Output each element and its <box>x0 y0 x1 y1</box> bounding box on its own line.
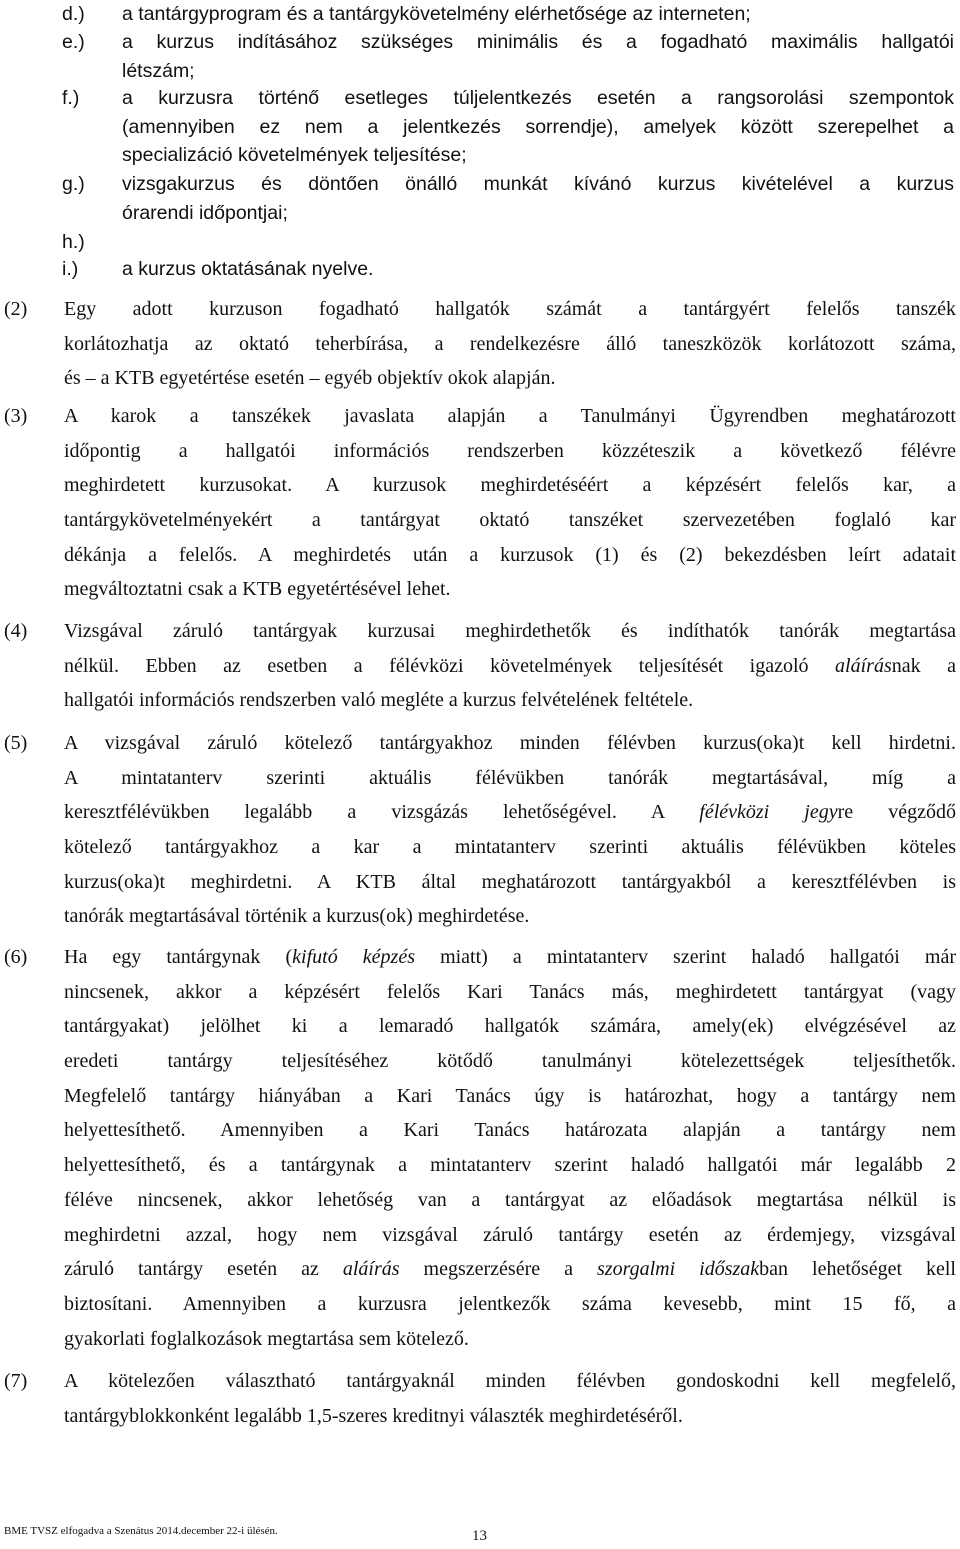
paragraph-line: dékánja a felelős. A meghirdetés után a kurzusok (1) és (2) bekezdésben leírt adatait <box>64 543 956 566</box>
paragraph-line: kurzus(oka)t meghirdetni. A KTB által meghatározott tantárgyakból a keresztfélévben is <box>64 870 956 893</box>
list-label: h.) <box>62 231 85 253</box>
italic-term: aláírás <box>835 654 892 677</box>
paragraph-line <box>64 1252 956 1287</box>
paragraph-line: Megfelelő tantárgy hiányában a Kari Tanács úgy is határozhat, hogy a tantárgy nem <box>64 1084 956 1107</box>
list-text: a tantárgyprogram és a tantárgykövetelmény elérhetősége az interneten; <box>122 3 751 25</box>
list-text: órarendi időpontjai; <box>122 201 288 224</box>
paragraph-line: Vizsgával záruló tantárgyak kurzusai meghirdethetők és indíthatók tanórák megtartása <box>64 620 956 642</box>
paragraph-line: féléve nincsenek, akkor lehetőség van a tantárgyat az előadások megtartása nélkül is <box>64 1188 956 1211</box>
paragraph-line: gyakorlati foglalkozások megtartása sem kötelező. <box>64 1327 469 1350</box>
paragraph-line: megváltoztatni csak a KTB egyetértésével lehet. <box>64 578 451 601</box>
paragraph-line: helyettesíthető, és a tantárgynak a mintatanterv szerint haladó hallgatói már legalább 2 <box>64 1154 956 1177</box>
paragraph-line: kötelező tantárgyakhoz a kar a mintatanterv szerinti aktuális félévükben köteles <box>64 836 956 859</box>
list-label: g.) <box>62 173 85 195</box>
list-text: vizsgakurzus és döntően önálló munkát kívánó kurzus kivételével a kurzus <box>122 173 954 195</box>
paragraph-line: időpontig a hallgatói információs rendszerben közzéteszik a következő félévre <box>64 439 956 462</box>
paragraph-line: korlátozhatja az oktató teherbírása, a rendelkezésre álló taneszközök korlátozott száma, <box>64 332 956 355</box>
list-text: (amennyiben ez nem a jelentkezés sorrendje), amelyek között szerepelhet a <box>122 115 954 138</box>
paragraph-line: nincsenek, akkor a képzésért felelős Kari Tanács más, meghirdetett tantárgyat (vagy <box>64 980 956 1003</box>
list-label: e.) <box>62 31 85 53</box>
paragraph-line: A kötelezően választható tantárgyaknál minden félévben gondoskodni kell megfelelő, <box>64 1370 956 1392</box>
paragraph-line: A mintatanterv szerinti aktuális félévükben tanórák megtartásával, míg a <box>64 766 956 789</box>
paragraph-text: keresztfélévükben legalább a vizsgázás lehetőségével. A <box>64 801 700 824</box>
paragraph-line: Egy adott kurzuson fogadható hallgatók számát a tantárgyért felelős tanszék <box>64 298 956 320</box>
footer-note: BME TVSZ elfogadva a Szenátus 2014.december 22-i ülésén. <box>4 1525 278 1537</box>
paragraph-line: eredeti tantárgy teljesítéséhez kötődő tanulmányi kötelezettségek teljesíthetők. <box>64 1050 956 1073</box>
list-text: specializáció követelmények teljesítése; <box>122 144 467 166</box>
page-number: 13 <box>472 1528 487 1544</box>
paragraph-line: hallgatói információs rendszerben való megléte a kurzus felvételének feltétele. <box>64 689 694 712</box>
paragraph-line: tantárgykövetelményekért a tantárgyat oktató tanszéket szervezetében foglaló kar <box>64 509 956 532</box>
list-label: i.) <box>62 258 79 280</box>
paragraph-line: és – a KTB egyetértése esetén – egyéb objektív okok alapján. <box>64 367 556 390</box>
paragraph-line: A karok a tanszékek javaslata alapján a Tanulmányi Ügyrendben meghatározott <box>64 405 956 427</box>
paragraph-number: (5) <box>4 732 28 754</box>
paragraph-text: miatt) a mintatanterv szerint haladó hallgatói már <box>414 946 956 968</box>
paragraph-line: meghirdetni azzal, hogy nem vizsgával záruló tantárgy esetén az érdemjegy, vizsgával <box>64 1223 956 1246</box>
italic-term: aláírás <box>342 1258 400 1281</box>
paragraph-number: (2) <box>4 298 28 320</box>
paragraph-line: A vizsgával záruló kötelező tantárgyakhoz minden félévben kurzus(oka)t kell hirdetni. <box>64 732 956 754</box>
list-text: létszám; <box>122 59 195 82</box>
paragraph-line: helyettesíthető. Amennyiben a Kari Tanács határozata alapján a tantárgy nem <box>64 1119 956 1142</box>
list-label: d.) <box>62 3 85 25</box>
paragraph-line: tantárgyblokkonként legalább 1,5-szeres kreditnyi választék meghirdetéséről. <box>64 1404 683 1427</box>
list-label: f.) <box>62 87 80 109</box>
paragraph-line: meghirdetett kurzusokat. A kurzusok meghirdetéséért a képzésért felelős kar, a <box>64 474 956 497</box>
list-text: a kurzus indításához szükséges minimális és a fogadható maximális hallgatói <box>122 31 954 53</box>
paragraph-text: záruló tantárgy esetén az <box>64 1258 343 1281</box>
paragraph-number: (7) <box>4 1370 28 1392</box>
paragraph-line <box>64 940 956 975</box>
paragraph-text: re végződő <box>837 801 956 824</box>
italic-term: kifutó képzés <box>292 946 415 968</box>
paragraph-text: megszerzésére a <box>399 1258 597 1281</box>
italic-term: félévközi jegy <box>699 801 838 824</box>
paragraph-number: (6) <box>4 946 28 968</box>
paragraph-number: (4) <box>4 620 28 642</box>
paragraph-text: nak a <box>891 654 956 677</box>
paragraph-text: Ha egy tantárgynak ( <box>64 946 293 968</box>
italic-term: szorgalmi időszak <box>597 1258 760 1281</box>
paragraph-line: tanórák megtartásával történik a kurzus(ok) meghirdetése. <box>64 905 530 928</box>
paragraph-line: tantárgyakat) jelölhet ki a lemaradó hallgatók számára, amely(ek) elvégzésével az <box>64 1015 956 1038</box>
paragraph-line <box>64 795 956 830</box>
paragraph-line <box>64 649 956 684</box>
list-text: a kurzusra történő esetleges túljelentkezés esetén a rangsorolási szempontok <box>122 87 954 109</box>
paragraph-text: nélkül. Ebben az esetben a félévközi követelmények teljesítését igazoló <box>64 654 836 677</box>
paragraph-text: ban lehetőséget kell <box>759 1258 956 1281</box>
paragraph-line: biztosítani. Amennyiben a kurzusra jelentkezők száma kevesebb, mint 15 fő, a <box>64 1292 956 1315</box>
list-text: a kurzus oktatásának nyelve. <box>122 258 374 280</box>
paragraph-number: (3) <box>4 405 28 427</box>
